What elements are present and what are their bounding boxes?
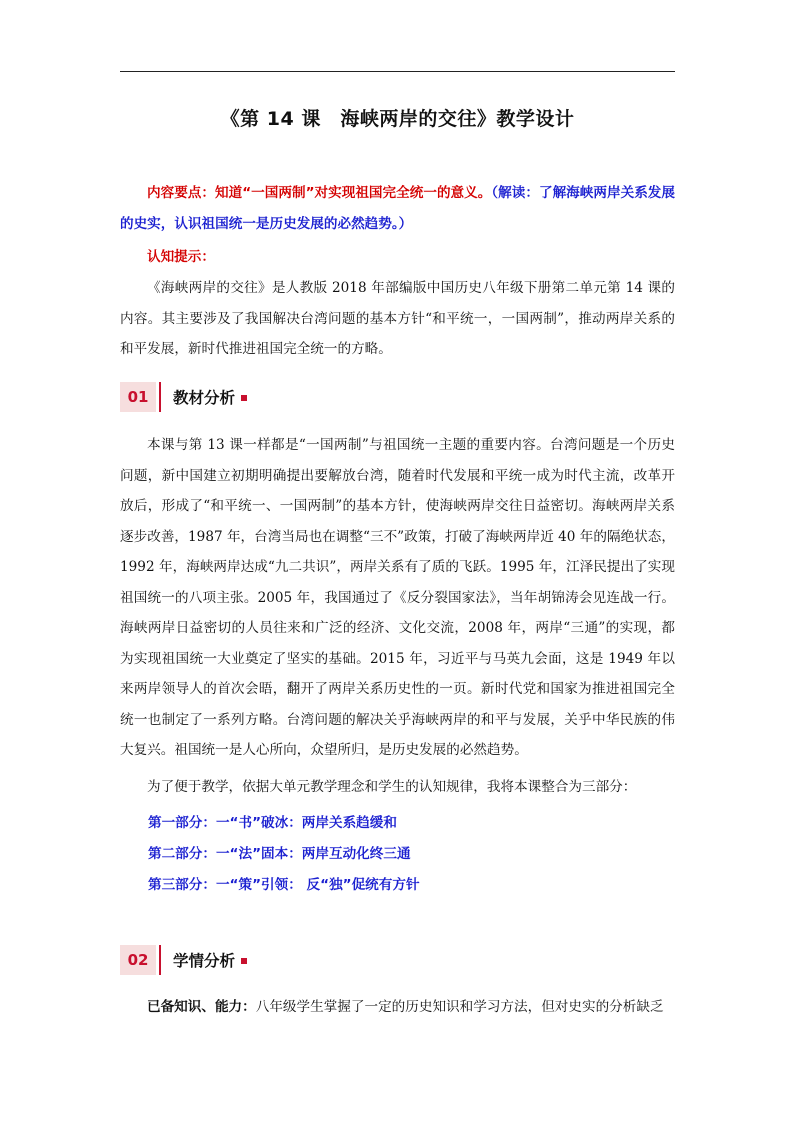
page-title: 《第 14 课 海峡两岸的交往》教学设计 [220,108,575,130]
part-item: 第二部分：一“法”固本：两岸互动化终三通 [148,846,411,862]
heading-divider [159,382,161,412]
content-points-text: 知道“一国两制”对实现祖国完全统一的意义。 [215,185,492,201]
parts-intro: 为了便于教学，依据大单元教学理念和学生的认知规律，我将本课整合为三部分： [147,779,637,795]
cognition-tip-text: 《海峡两岸的交往》是人教版 2018 年部编版中国历史八年级下册第二单元第 14 课的内容。其主要涉及了我国解决台湾问题的基本方针“和平统一，一国两制”，推动两岸关系的和平发展，新时代推进祖国完全统一的方略。 [120,280,675,357]
content-points [120,178,675,239]
content-points-label: 内容要点： [147,185,216,201]
heading-divider [159,945,161,975]
section-number: 01 [120,382,156,412]
textbook-analysis-paragraph: 本课与第 13 课一样都是“一国两制”与祖国统一主题的重要内容。台湾问题是一个历史问题，新中国建立初期明确提出要解放台湾，随着时代发展和平统一成为时代主流，改革开放后，形成了“和平统一、一国两制”的基本方针，使海峡两岸交往日益密切。海峡两岸关系逐步改善，1987 年，台湾当局也在调整“三不”政策，打破了海峡两岸近 40 年的隔绝状态，1992 年，海峡两岸达成“九二共识”，两岸关系有了质的飞跃。1995 年，江泽民提出了实现祖国统一的八项主张。2005 年，我国通过了《反分裂国家法》，当年胡锦涛会见连战一行。海峡两岸日益密切的人员往来和广泛的经济、文化交流，2008 年，两岸“三通”的实现，都为实现祖国统一大业奠定了坚实的基础。2015 年，习近平与马英九会面，这是 1949 年以来两岸领导人的首次会晤，翻开了两岸关系历史性的一页。新时代党和国家为推进祖国完全统一也制定了一系列方略。台湾问题的解决关乎海峡两岸的和平与发展，关乎中华民族的伟大复兴。祖国统一是人心所向，众望所归，是历史发展的必然趋势。 [120,437,675,758]
section-heading-textbook-analysis [120,382,247,412]
cognition-tip-label: 认知提示： [147,249,215,265]
section-title: 教材分析 [173,389,236,407]
content-points-note: （解读：了解海峡两岸关系发展的史实，认识祖国统一是历史发展的必然趋势。） [120,185,675,232]
student-analysis-label: 已备知识、能力： [147,999,256,1015]
section-number: 02 [120,945,156,975]
square-bullet-icon [241,395,247,401]
section-heading-student-analysis [120,945,247,975]
header-rule [120,71,675,72]
part-item: 第一部分：一“书”破冰：两岸关系趋缓和 [148,815,397,831]
cognition-tip-label-line [120,242,675,273]
student-analysis-paragraph [120,992,675,1023]
student-analysis-text: 八年级学生掌握了一定的历史知识和学习方法，但对史实的分析缺乏 [255,999,664,1015]
section-title: 学情分析 [173,952,236,970]
square-bullet-icon [241,958,247,964]
part-item: 第三部分：一“策”引领： 反“独”促统有方针 [148,877,420,893]
